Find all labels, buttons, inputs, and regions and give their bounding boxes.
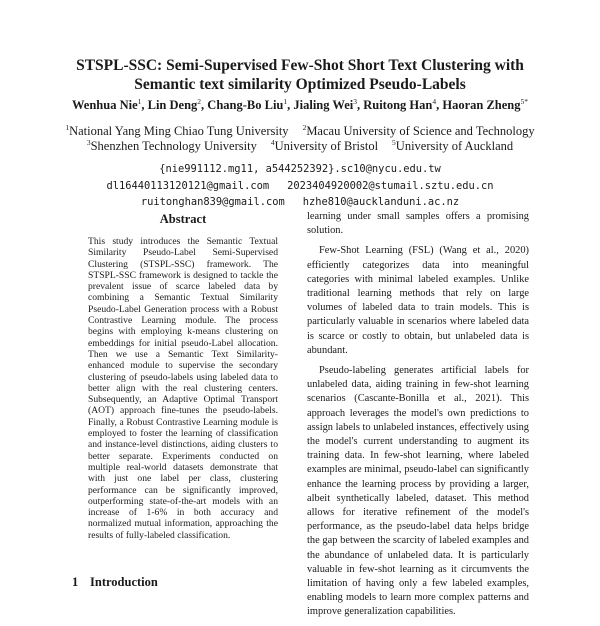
- section-number: 1: [72, 575, 79, 589]
- body-column-right: [307, 210, 529, 626]
- section-title: Introduction: [90, 575, 158, 589]
- paragraph: Pseudo-labeling generates artificial labels for unlabeled data, aiding training in few-shot learning scenarios (Cascante-Bonilla et al., 2021). This approach leverages the model's own predictions to assign labels to unlabeled instances, effectively using the model's current understanding to augment its training data. In few-shot learning, where labeled examples are minimal, pseudo-label can significantly enhance the learning process by providing a larger, albeit synthetically labeled, dataset. This method allows for iterative refinement of the model's performance, as the pseudo-label data helps bridge the gap between the scarcity of labeled examples and the abundance of unlabeled data. It is particularly valuable in few-shot learning as it circumvents the limitation of having only a few labeled examples, enabling models to learn more complex patterns and improve generalization capabilities.: [307, 365, 529, 618]
- author: Jialing Wei$^3$,: [293, 97, 364, 112]
- email-line-1: [0, 163, 600, 175]
- title-line-1: STSPL-SSC: Semi-Supervised Few-Shot Short Text Clustering with: [76, 57, 524, 74]
- paragraph: learning under small samples offers a promising solution.: [307, 211, 529, 237]
- email: dl16440113120121@gmail.com: [106, 180, 270, 192]
- email: ruitonghan839@gmail.com: [140, 196, 285, 208]
- email: 2023404920002@stumail.sztu.edu.cn: [287, 180, 494, 192]
- abstract-heading: Abstract: [159, 212, 207, 226]
- email-line-3: [0, 196, 600, 208]
- author: Ruitong Han$^4$,: [363, 97, 443, 112]
- affiliation-line-1: [0, 123, 600, 139]
- author: Wenhua Nie$^1$,: [71, 97, 148, 112]
- section-heading: [72, 575, 158, 590]
- paper-title: [0, 56, 600, 94]
- affiliation: $^3$Shenzhen Technology University: [86, 138, 257, 153]
- author: Lin Deng$^2$,: [147, 97, 208, 112]
- email: hzhe810@aucklanduni.ac.nz: [302, 196, 460, 208]
- author-list: [0, 97, 600, 113]
- affiliation-line-2: [0, 138, 600, 154]
- affiliation: $^4$University of Bristol: [270, 138, 379, 153]
- affiliation: $^5$University of Auckland: [392, 138, 514, 153]
- title-line-2: Semantic text similarity Optimized Pseudo-Labels: [134, 76, 466, 93]
- email-line-2: [0, 180, 600, 192]
- affiliation: $^2$Macau University of Science and Technology: [302, 123, 535, 138]
- abstract-text: This study introduces the Semantic Textual Similarity Pseudo-Label Semi-Supervised Clustering (STSPL-SSC) framework. The STSPL-SSC framework is designed to tackle the prevalent issue of scarce labeled data by combining a Semantic Textual Similarity Pseudo-Label Generation process with a Robust Contrastive Learning module. The process begins with employing k-means clustering on embeddings for initial pseudo-Label allocation. Then we use a Semantic Text Similarity-enhanced module to supervise the secondary clustering of pseudo-labels using labeled data to better align with the real clustering centers. Subsequently, an Adaptive Optimal Transport (AOT) approach fine-tunes the pseudo-labels. Finally, a Robust Contrastive Learning module is employed to foster the learning of classification and instance-level distinctions, aiding clusters to better separate. Experiments conducted on multiple real-world datasets demonstrate that with just one label per class, clustering performance can be significantly improved, outperforming state-of-the-art models with an increase of 1-6% in both accuracy and normalized mutual information, approaching the results of fully-labeled classification.: [88, 236, 278, 541]
- paragraph: Few-Shot Learning (FSL) (Wang et al., 2020) efficiently categorizes data into meaningful categories with minimal labeled examples. Unlike traditional learning methods that rely on large volumes of labeled data to train models. This is particularly valuable in scenarios where labeled data is scarce or costly to obtain, but unlabeled data is abundant.: [307, 245, 529, 356]
- email: {nie991112.mg11, a544252392}.sc10@nycu.edu.tw: [159, 163, 441, 175]
- author: Haoran Zheng$^{5*}$: [442, 97, 528, 112]
- affiliation: $^1$National Yang Ming Chiao Tung University: [65, 123, 289, 138]
- author: Chang-Bo Liu$^1$,: [207, 97, 294, 112]
